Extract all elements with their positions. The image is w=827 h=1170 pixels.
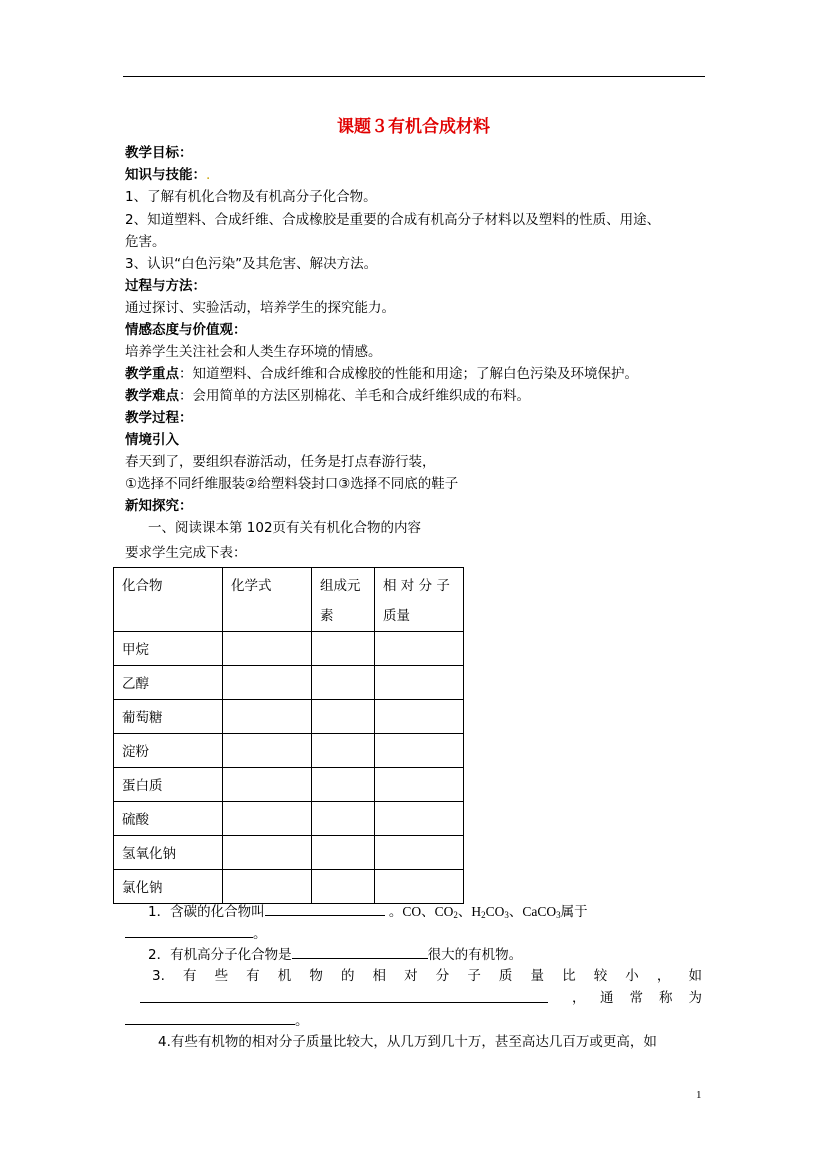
objectives-heading: 教学目标： bbox=[125, 145, 193, 161]
table-cell[interactable] bbox=[375, 632, 464, 666]
table-row bbox=[114, 768, 464, 802]
intro-heading: 情境引入 bbox=[125, 432, 179, 448]
page-number: 1 bbox=[696, 1089, 702, 1101]
table-header-row bbox=[114, 568, 464, 632]
question-3-blank-line bbox=[140, 988, 548, 1009]
key-point bbox=[125, 364, 638, 384]
table-cell: 氢氧化钠 bbox=[114, 836, 223, 870]
table-cell[interactable] bbox=[312, 870, 375, 904]
table-cell[interactable] bbox=[375, 666, 464, 700]
table-header-cell: 组成元 素 bbox=[312, 568, 375, 632]
difficulty-text: ：会用简单的方法区别棉花、羊毛和合成纤维织成的布料。 bbox=[179, 388, 530, 404]
table-cell[interactable] bbox=[312, 734, 375, 768]
procedure-heading: 教学过程： bbox=[125, 410, 193, 426]
table-cell: 氯化钠 bbox=[114, 870, 223, 904]
knowledge-item: 危害。 bbox=[125, 234, 166, 250]
question-4: 4.有些有机物的相对分子质量比较大，从几万到几十万，甚至高达几百万或更高，如 bbox=[158, 1034, 657, 1050]
difficulty-label: 教学难点 bbox=[125, 388, 179, 404]
process-heading: 过程与方法： bbox=[125, 278, 206, 294]
table-cell[interactable] bbox=[312, 768, 375, 802]
knowledge-item: 1、了解有机化合物及有机高分子化合物。 bbox=[125, 189, 377, 205]
table-cell[interactable] bbox=[223, 836, 312, 870]
table-header-cell: 化学式 bbox=[223, 568, 312, 632]
table-row bbox=[114, 870, 464, 904]
page-title: 课题３有机合成材料 bbox=[337, 117, 490, 137]
table-cell[interactable] bbox=[223, 632, 312, 666]
table-cell[interactable] bbox=[312, 632, 375, 666]
table-cell[interactable] bbox=[312, 666, 375, 700]
table-row bbox=[114, 666, 464, 700]
table-cell: 甲烷 bbox=[114, 632, 223, 666]
table-cell[interactable] bbox=[312, 700, 375, 734]
knowledge-heading: 知识与技能： bbox=[125, 167, 206, 183]
table-cell[interactable] bbox=[375, 870, 464, 904]
question-3: 3. 有 些 有 机 物 的 相 对 分 子 质 量 比 较 小 ， 如 bbox=[152, 968, 702, 984]
intro-text: 春天到了，要组织春游活动，任务是打点春游行装， bbox=[125, 454, 436, 470]
knowledge-mark: . bbox=[206, 167, 211, 183]
answer-blank[interactable] bbox=[292, 944, 428, 959]
table-header-cell: 相 对 分 子 质量 bbox=[375, 568, 464, 632]
table-cell[interactable] bbox=[375, 836, 464, 870]
knowledge-heading-line bbox=[125, 165, 210, 185]
table-cell[interactable] bbox=[223, 666, 312, 700]
table-cell[interactable] bbox=[312, 836, 375, 870]
compound-table bbox=[113, 567, 464, 904]
table-header-cell: 化合物 bbox=[114, 568, 223, 632]
table-cell[interactable] bbox=[223, 700, 312, 734]
key-point-text: ：知道塑料、合成纤维和合成橡胶的性能和用途；了解白色污染及环境保护。 bbox=[179, 366, 638, 382]
table-row bbox=[114, 734, 464, 768]
question-3-words: 通 常 称 为 bbox=[600, 990, 702, 1006]
table-cell[interactable] bbox=[375, 734, 464, 768]
table-cell: 葡萄糖 bbox=[114, 700, 223, 734]
knowledge-item: 3、认识“白色污染”及其危害、解决方法。 bbox=[125, 256, 378, 272]
answer-blank[interactable] bbox=[265, 901, 385, 916]
table-row bbox=[114, 632, 464, 666]
table-row bbox=[114, 700, 464, 734]
table-row bbox=[114, 836, 464, 870]
table-instruction: 要求学生完成下表： bbox=[125, 545, 247, 561]
question-1: 1．含碳的化合物叫 。CO、$CO_2$、$H_2CO_3$、CaCO$_3$属于 bbox=[148, 901, 588, 925]
emotion-text: 培养学生关注社会和人类生存环境的情感。 bbox=[125, 344, 382, 360]
table-cell[interactable] bbox=[375, 768, 464, 802]
table-cell[interactable] bbox=[223, 870, 312, 904]
answer-blank[interactable] bbox=[125, 923, 253, 938]
table-cell[interactable] bbox=[375, 802, 464, 836]
answer-blank[interactable] bbox=[125, 1010, 295, 1025]
table-cell[interactable] bbox=[223, 734, 312, 768]
table-cell[interactable] bbox=[312, 802, 375, 836]
knowledge-item: 2、知道塑料、合成纤维、合成橡胶是重要的合成有机高分子材料以及塑料的性质、用途、 bbox=[125, 212, 661, 228]
key-point-label: 教学重点 bbox=[125, 366, 179, 382]
table-cell[interactable] bbox=[375, 700, 464, 734]
table-cell: 蛋白质 bbox=[114, 768, 223, 802]
process-text: 通过探讨、实验活动，培养学生的探究能力。 bbox=[125, 300, 395, 316]
question-2: 2．有机高分子化合物是 很大的有机物。 bbox=[148, 944, 522, 965]
reading-task: 一、阅读课本第 102页有关有机化合物的内容 bbox=[148, 520, 422, 536]
question-3-cont: 。 bbox=[125, 1010, 309, 1031]
header-rule bbox=[123, 76, 705, 77]
table-cell: 硫酸 bbox=[114, 802, 223, 836]
table-cell[interactable] bbox=[223, 768, 312, 802]
question-1-cont: 。 bbox=[125, 923, 267, 944]
table-row bbox=[114, 802, 464, 836]
explore-heading: 新知探究： bbox=[125, 498, 193, 514]
intro-tasks: ①选择不同纤维服装②给塑料袋封口③选择不同底的鞋子 bbox=[125, 476, 459, 492]
table-cell: 乙醇 bbox=[114, 666, 223, 700]
difficulty bbox=[125, 386, 530, 406]
emotion-heading: 情感态度与价值观： bbox=[125, 322, 247, 338]
answer-blank[interactable] bbox=[140, 988, 548, 1003]
table-cell[interactable] bbox=[223, 802, 312, 836]
table-cell: 淀粉 bbox=[114, 734, 223, 768]
